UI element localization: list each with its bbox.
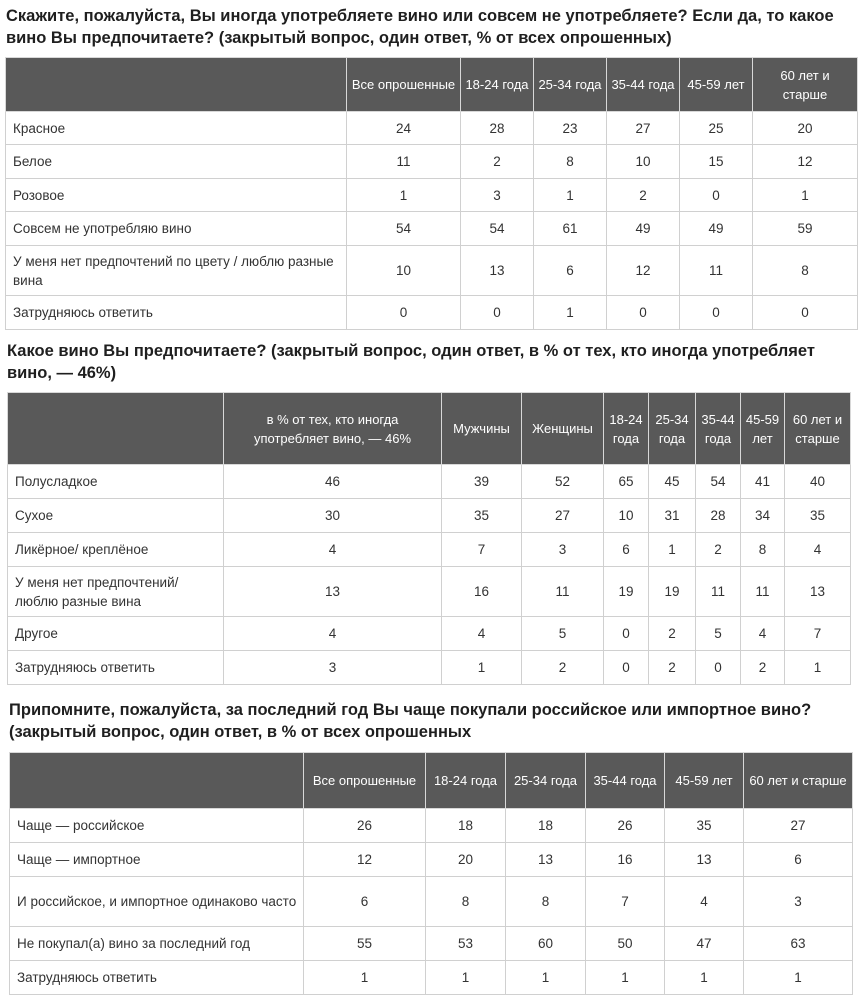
table-row bbox=[10, 877, 853, 927]
table-row bbox=[8, 499, 851, 533]
table-cell: 16 bbox=[442, 567, 522, 617]
table-cell: 7 bbox=[442, 533, 522, 567]
row-label: У меня нет предпочтений/ люблю разные вина bbox=[8, 567, 224, 617]
table-cell: 65 bbox=[604, 465, 649, 499]
table-row bbox=[8, 617, 851, 651]
table-cell: 20 bbox=[753, 112, 858, 145]
table-cell: 7 bbox=[586, 877, 665, 927]
row-label: Чаще — российское bbox=[10, 809, 304, 843]
row-label: Затрудняюсь ответить bbox=[8, 651, 224, 685]
table-cell: 1 bbox=[665, 961, 744, 995]
section1-table bbox=[5, 57, 858, 330]
table-cell: 20 bbox=[426, 843, 506, 877]
table-cell: 0 bbox=[696, 651, 741, 685]
table-cell: 8 bbox=[741, 533, 785, 567]
table-cell: 11 bbox=[696, 567, 741, 617]
table-cell: 41 bbox=[741, 465, 785, 499]
table-cell: 19 bbox=[649, 567, 696, 617]
row-label: Совсем не употребляю вино bbox=[6, 212, 347, 246]
column-header: 60 лет и старше bbox=[744, 753, 853, 809]
table-cell: 8 bbox=[534, 145, 607, 179]
table-cell: 4 bbox=[665, 877, 744, 927]
table-row bbox=[6, 212, 858, 246]
table-cell: 1 bbox=[442, 651, 522, 685]
table-cell: 45 bbox=[649, 465, 696, 499]
table-cell: 10 bbox=[604, 499, 649, 533]
table-cell: 50 bbox=[586, 927, 665, 961]
table-cell: 27 bbox=[522, 499, 604, 533]
table-cell: 3 bbox=[522, 533, 604, 567]
table-cell: 53 bbox=[426, 927, 506, 961]
table-cell: 10 bbox=[607, 145, 680, 179]
table-cell: 2 bbox=[522, 651, 604, 685]
table-cell: 1 bbox=[304, 961, 426, 995]
table-row bbox=[10, 961, 853, 995]
table-cell: 11 bbox=[522, 567, 604, 617]
table-row bbox=[6, 246, 858, 296]
table-row bbox=[6, 112, 858, 145]
table-cell: 19 bbox=[604, 567, 649, 617]
table-cell: 6 bbox=[534, 246, 607, 296]
table-cell: 4 bbox=[442, 617, 522, 651]
table-row bbox=[8, 567, 851, 617]
table-row bbox=[6, 179, 858, 212]
table-cell: 54 bbox=[461, 212, 534, 246]
table-row bbox=[6, 145, 858, 179]
table-cell: 63 bbox=[744, 927, 853, 961]
table-cell: 52 bbox=[522, 465, 604, 499]
table-cell: 11 bbox=[680, 246, 753, 296]
table-cell: 0 bbox=[753, 296, 858, 330]
table-cell: 54 bbox=[696, 465, 741, 499]
table-cell: 1 bbox=[347, 179, 461, 212]
table-cell: 12 bbox=[753, 145, 858, 179]
table-row bbox=[8, 465, 851, 499]
column-header: 18-24 года bbox=[604, 393, 649, 465]
table-cell: 8 bbox=[506, 877, 586, 927]
table-cell: 30 bbox=[224, 499, 442, 533]
table-cell: 59 bbox=[753, 212, 858, 246]
header-row bbox=[8, 393, 851, 465]
column-header: Мужчины bbox=[442, 393, 522, 465]
table-cell: 28 bbox=[461, 112, 534, 145]
table-cell: 34 bbox=[741, 499, 785, 533]
header-row bbox=[6, 58, 858, 112]
table-cell: 1 bbox=[744, 961, 853, 995]
column-header: Все опрошенные bbox=[304, 753, 426, 809]
row-label: Ликёрное/ креплёное bbox=[8, 533, 224, 567]
table-cell: 47 bbox=[665, 927, 744, 961]
table-cell: 4 bbox=[785, 533, 851, 567]
column-header: 45-59 лет bbox=[665, 753, 744, 809]
table-cell: 1 bbox=[649, 533, 696, 567]
table-cell: 13 bbox=[665, 843, 744, 877]
table-cell: 8 bbox=[426, 877, 506, 927]
table-cell: 61 bbox=[534, 212, 607, 246]
table-cell: 1 bbox=[426, 961, 506, 995]
table-cell: 46 bbox=[224, 465, 442, 499]
table-cell: 27 bbox=[744, 809, 853, 843]
table-row bbox=[8, 651, 851, 685]
table-cell: 3 bbox=[744, 877, 853, 927]
table-row bbox=[6, 296, 858, 330]
table-cell: 24 bbox=[347, 112, 461, 145]
table-row bbox=[10, 843, 853, 877]
header-row bbox=[10, 753, 853, 809]
table-cell: 10 bbox=[347, 246, 461, 296]
table-cell: 5 bbox=[522, 617, 604, 651]
table-cell: 18 bbox=[426, 809, 506, 843]
table-cell: 35 bbox=[442, 499, 522, 533]
table-cell: 11 bbox=[347, 145, 461, 179]
column-header: Женщины bbox=[522, 393, 604, 465]
table-cell: 0 bbox=[680, 179, 753, 212]
table-cell: 3 bbox=[224, 651, 442, 685]
table-cell: 1 bbox=[534, 179, 607, 212]
table-cell: 13 bbox=[224, 567, 442, 617]
column-header: 25-34 года bbox=[506, 753, 586, 809]
column-header: 35-44 года bbox=[696, 393, 741, 465]
table-cell: 35 bbox=[665, 809, 744, 843]
table-cell: 0 bbox=[347, 296, 461, 330]
table-cell: 23 bbox=[534, 112, 607, 145]
table-cell: 49 bbox=[680, 212, 753, 246]
table-cell: 27 bbox=[607, 112, 680, 145]
table-cell: 13 bbox=[461, 246, 534, 296]
table-cell: 0 bbox=[461, 296, 534, 330]
table-cell: 49 bbox=[607, 212, 680, 246]
table-cell: 6 bbox=[304, 877, 426, 927]
table-cell: 4 bbox=[224, 617, 442, 651]
table-cell: 1 bbox=[753, 179, 858, 212]
table-cell: 1 bbox=[506, 961, 586, 995]
table-cell: 13 bbox=[506, 843, 586, 877]
row-label: Полусладкое bbox=[8, 465, 224, 499]
table-cell: 31 bbox=[649, 499, 696, 533]
table-cell: 26 bbox=[586, 809, 665, 843]
table-cell: 4 bbox=[224, 533, 442, 567]
table-row bbox=[10, 809, 853, 843]
section2-title: Какое вино Вы предпочитаете? (закрытый вопрос, один ответ, в % от тех, кто иногда употребляет вино, — 46%) bbox=[7, 342, 815, 382]
column-header: 60 лет и старше bbox=[753, 58, 858, 112]
table-cell: 2 bbox=[696, 533, 741, 567]
table-cell: 0 bbox=[604, 617, 649, 651]
table-cell: 1 bbox=[586, 961, 665, 995]
table-cell: 35 bbox=[785, 499, 851, 533]
table-cell: 39 bbox=[442, 465, 522, 499]
row-label: Затрудняюсь ответить bbox=[10, 961, 304, 995]
column-header: 45-59 лет bbox=[741, 393, 785, 465]
table-cell: 2 bbox=[649, 617, 696, 651]
table-cell: 25 bbox=[680, 112, 753, 145]
table-cell: 0 bbox=[604, 651, 649, 685]
table-cell: 1 bbox=[785, 651, 851, 685]
table-cell: 6 bbox=[744, 843, 853, 877]
table-cell: 2 bbox=[649, 651, 696, 685]
table-cell: 60 bbox=[506, 927, 586, 961]
section3-table bbox=[9, 752, 853, 995]
row-label: Чаще — импортное bbox=[10, 843, 304, 877]
table-cell: 12 bbox=[607, 246, 680, 296]
table-cell: 0 bbox=[607, 296, 680, 330]
table-cell: 3 bbox=[461, 179, 534, 212]
table-row bbox=[8, 533, 851, 567]
table-cell: 2 bbox=[461, 145, 534, 179]
table-cell: 11 bbox=[741, 567, 785, 617]
column-header: 35-44 года bbox=[586, 753, 665, 809]
column-header: 35-44 года bbox=[607, 58, 680, 112]
table-cell: 55 bbox=[304, 927, 426, 961]
row-label: Затрудняюсь ответить bbox=[6, 296, 347, 330]
table-cell: 6 bbox=[604, 533, 649, 567]
table-cell: 16 bbox=[586, 843, 665, 877]
table-cell: 4 bbox=[741, 617, 785, 651]
row-label: Красное bbox=[6, 112, 347, 145]
row-label: Белое bbox=[6, 145, 347, 179]
header-corner bbox=[8, 393, 224, 465]
header-corner bbox=[6, 58, 347, 112]
row-label: И российское, и импортное одинаково часто bbox=[10, 877, 304, 927]
section1-title: Скажите, пожалуйста, Вы иногда употребляете вино или совсем не употребляете? Если да, то какое вино Вы предпочитаете? (закрытый вопрос, один ответ, % от всех опрошенных) bbox=[6, 7, 834, 47]
header-corner bbox=[10, 753, 304, 809]
column-header: 25-34 года bbox=[534, 58, 607, 112]
table-cell: 0 bbox=[680, 296, 753, 330]
section3-title: Припомните, пожалуйста, за последний год Вы чаще покупали российское или импортное вино? (закрытый вопрос, один ответ, в % от всех опрошенных bbox=[9, 701, 812, 741]
table-cell: 28 bbox=[696, 499, 741, 533]
row-label: Другое bbox=[8, 617, 224, 651]
table-cell: 26 bbox=[304, 809, 426, 843]
table-cell: 7 bbox=[785, 617, 851, 651]
column-header: в % от тех, кто иногда употребляет вино, — 46% bbox=[224, 393, 442, 465]
column-header: 18-24 года bbox=[426, 753, 506, 809]
table-row bbox=[10, 927, 853, 961]
row-label: Сухое bbox=[8, 499, 224, 533]
section2-table bbox=[7, 392, 851, 685]
table-cell: 15 bbox=[680, 145, 753, 179]
table-cell: 2 bbox=[741, 651, 785, 685]
column-header: 18-24 года bbox=[461, 58, 534, 112]
row-label: У меня нет предпочтений по цвету / люблю разные вина bbox=[6, 246, 347, 296]
table-cell: 40 bbox=[785, 465, 851, 499]
table-cell: 8 bbox=[753, 246, 858, 296]
row-label: Розовое bbox=[6, 179, 347, 212]
table-cell: 2 bbox=[607, 179, 680, 212]
row-label: Не покупал(а) вино за последний год bbox=[10, 927, 304, 961]
column-header: Все опрошенные bbox=[347, 58, 461, 112]
column-header: 25-34 года bbox=[649, 393, 696, 465]
column-header: 45-59 лет bbox=[680, 58, 753, 112]
table-cell: 12 bbox=[304, 843, 426, 877]
table-cell: 13 bbox=[785, 567, 851, 617]
table-cell: 18 bbox=[506, 809, 586, 843]
column-header: 60 лет и старше bbox=[785, 393, 851, 465]
table-cell: 5 bbox=[696, 617, 741, 651]
table-cell: 1 bbox=[534, 296, 607, 330]
table-cell: 54 bbox=[347, 212, 461, 246]
